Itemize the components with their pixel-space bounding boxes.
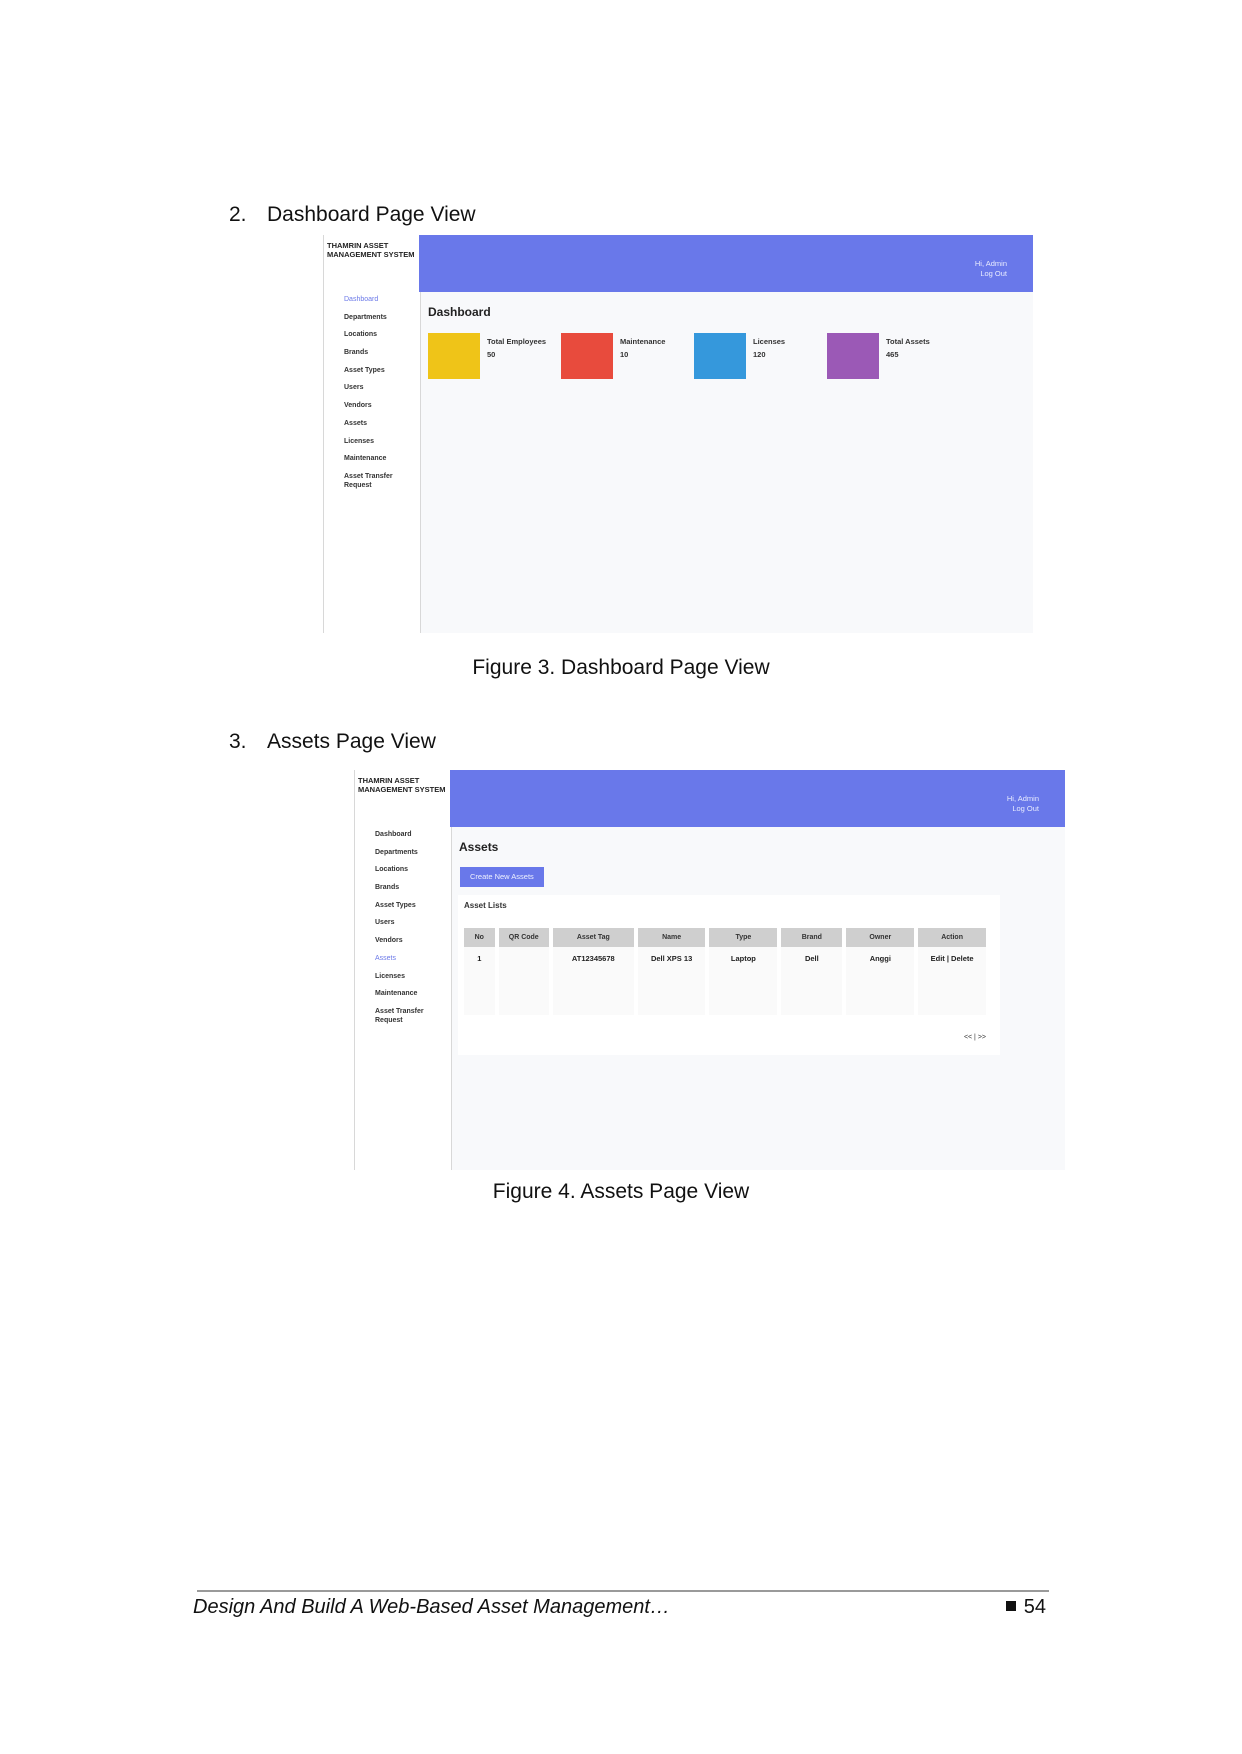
footer-title: Design And Build A Web-Based Asset Management… (193, 1596, 670, 1618)
nav-brands[interactable]: Brands (344, 349, 369, 357)
card-assets-label: Total Assets (886, 337, 930, 346)
column-header: Owner (846, 928, 914, 947)
create-new-assets-button[interactable]: Create New Assets (460, 867, 544, 887)
figure-4-caption: Figure 4. Assets Page View (492, 1180, 750, 1203)
card-employees-label: Total Employees (487, 337, 547, 346)
card-assets-swatch (827, 333, 879, 379)
nav-assets[interactable]: Assets (375, 954, 397, 962)
nav-licenses[interactable]: Licenses (344, 437, 374, 445)
sidebar-nav (375, 830, 449, 1029)
nav-locations[interactable]: Locations (375, 866, 409, 874)
sidebar-nav (344, 295, 418, 494)
cell-no: 1 (464, 947, 495, 1015)
nav-maintenance[interactable]: Maintenance (375, 990, 418, 998)
nav-departments[interactable]: Departments (344, 313, 387, 321)
column-header: Asset Tag (553, 928, 634, 947)
card-licenses-swatch (694, 333, 746, 379)
cell-asset-tag: AT12345678 (553, 947, 634, 1015)
nav-vendors[interactable]: Vendors (344, 402, 372, 410)
card-assets-value: 465 (886, 350, 899, 359)
table-header-row (464, 928, 986, 947)
column-header: Type (709, 928, 777, 947)
greeting: Hi, Admin (974, 259, 1007, 268)
square-bullet-icon (1006, 1601, 1016, 1611)
top-bar (419, 235, 1033, 292)
nav-vendors[interactable]: Vendors (375, 937, 403, 945)
card-licenses-label: Licenses (753, 337, 786, 346)
page-number (1006, 1596, 1046, 1619)
column-header: Action (918, 928, 986, 947)
app-brand: THAMRIN ASSET MANAGEMENT SYSTEM (327, 241, 415, 259)
logout-link[interactable]: Log Out (980, 269, 1007, 278)
nav-asset-transfer-request[interactable]: Asset Transfer Request (375, 1007, 424, 1024)
nav-users[interactable]: Users (375, 919, 395, 927)
asset-list-title: Asset Lists (464, 901, 507, 910)
cell-action[interactable]: Edit | Delete (918, 947, 986, 1015)
section-number: 3. (229, 730, 247, 753)
cell-qr-code (499, 947, 549, 1015)
assets-screenshot (354, 770, 1065, 1170)
nav-departments[interactable]: Departments (375, 848, 418, 856)
table-row (464, 947, 986, 1015)
nav-licenses[interactable]: Licenses (375, 972, 405, 980)
cell-owner: Anggi (846, 947, 914, 1015)
card-employees-value: 50 (487, 350, 496, 359)
card-employees-swatch (428, 333, 480, 379)
sidebar (323, 235, 421, 633)
dashboard-screenshot (323, 235, 1033, 633)
cell-type: Laptop (709, 947, 777, 1015)
user-menu (975, 259, 1007, 279)
nav-assets[interactable]: Assets (344, 419, 367, 427)
nav-brands[interactable]: Brands (375, 884, 400, 892)
nav-locations[interactable]: Locations (344, 331, 378, 339)
sidebar (354, 770, 452, 1170)
card-maintenance-swatch (561, 333, 613, 379)
section-title: Assets Page View (267, 730, 436, 753)
column-header: No (464, 928, 495, 947)
asset-list-panel (458, 895, 1000, 1055)
page-title: Dashboard (428, 305, 491, 319)
greeting: Hi, Admin (1006, 794, 1039, 803)
user-menu (1007, 794, 1039, 814)
logout-link[interactable]: Log Out (1012, 804, 1039, 813)
nav-dashboard[interactable]: Dashboard (344, 296, 379, 303)
column-header: Brand (781, 928, 842, 947)
nav-maintenance[interactable]: Maintenance (344, 455, 387, 463)
page-title: Assets (459, 840, 499, 854)
cell-brand: Dell (781, 947, 842, 1015)
section-3-heading (229, 730, 436, 754)
card-maintenance-value: 10 (620, 350, 629, 359)
section-number: 2. (229, 203, 247, 226)
section-2-heading (229, 203, 476, 227)
pagination[interactable]: << | >> (963, 1034, 986, 1041)
app-brand: THAMRIN ASSET MANAGEMENT SYSTEM (358, 776, 446, 794)
page-number-value: 54 (1023, 1596, 1046, 1618)
card-licenses-value: 120 (753, 350, 766, 359)
section-title: Dashboard Page View (267, 203, 476, 226)
card-maintenance-label: Maintenance (620, 337, 666, 346)
nav-asset-types[interactable]: Asset Types (344, 366, 385, 374)
figure-3-caption: Figure 3. Dashboard Page View (472, 656, 770, 679)
nav-users[interactable]: Users (344, 384, 364, 392)
top-bar (450, 770, 1065, 827)
column-header: Name (638, 928, 706, 947)
nav-asset-transfer-request[interactable]: Asset Transfer Request (344, 472, 393, 489)
footer-divider (197, 1590, 1049, 1592)
column-header: QR Code (499, 928, 549, 947)
nav-asset-types[interactable]: Asset Types (375, 901, 416, 909)
nav-dashboard[interactable]: Dashboard (375, 831, 412, 838)
cell-name: Dell XPS 13 (638, 947, 706, 1015)
asset-table (460, 928, 990, 1015)
